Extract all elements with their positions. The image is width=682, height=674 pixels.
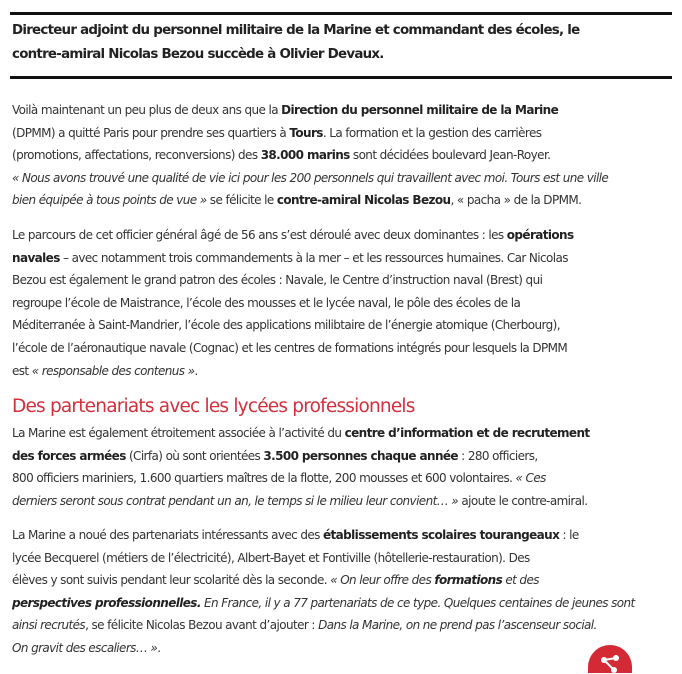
italic-text: bien équipée à tous points de vue »	[12, 193, 207, 208]
text-segment: La Marine a noué des partenariats intéressants avec des	[12, 528, 323, 542]
share-icon	[600, 654, 620, 674]
bold-text: des forces armées	[12, 448, 126, 463]
bold-text: opérations	[506, 228, 574, 242]
text-segment: se félicite le	[206, 193, 277, 208]
text-line	[12, 249, 568, 267]
text-segment: La Marine est également étroitement associée à l’activité du	[12, 426, 345, 440]
bold-text: Tours	[289, 125, 323, 140]
text-line	[12, 362, 198, 380]
italic-text: « Ces	[515, 471, 546, 486]
bold-text: établissements scolaires tourangeaux	[323, 528, 560, 542]
text-segment: Méditerranée à Saint-Mandrier, l’école des applications milibtaire de l’énergie atomique (Cherbourg),	[12, 318, 560, 333]
text-segment: Le parcours de cet officier général âgé de 56 ans s’est déroulé avec deux dominantes : les	[12, 228, 507, 242]
text-line	[12, 339, 567, 357]
text-segment: , « pacha » de la DPMM.	[450, 193, 582, 208]
text-segment: – avec notamment trois commandements à la mer – et les ressources humaines. Car Nicolas	[59, 250, 568, 265]
text-line	[12, 469, 546, 487]
text-segment: sont décidées boulevard Jean-Royer.	[349, 148, 551, 163]
lead-line: Directeur adjoint du personnel militaire de la Marine et commandant des écoles, le	[12, 23, 580, 38]
text-line	[12, 226, 574, 244]
text-segment: : le	[559, 528, 579, 542]
italic-text: ainsi recrutés	[12, 618, 86, 633]
article-lead	[10, 12, 672, 79]
text-segment: 800 officiers mariniers, 1.600 quartiers maîtres de la flotte, 200 mousses et 600 volontaires.	[12, 471, 516, 486]
text-segment: (promotions, affectations, reconversions) des	[12, 148, 261, 163]
italic-text: « On leur offre des	[330, 573, 435, 588]
bold-text: centre d’information et de recrutement	[344, 426, 590, 440]
text-segment: l’école de l’aéronautique navale (Cognac) et les centres de formations intégrés pour lesquels la DPMM	[12, 341, 568, 355]
text-line	[12, 191, 581, 209]
bold-text: 3.500 personnes chaque année	[263, 448, 458, 463]
bold-text: 38.000 marins	[260, 148, 350, 163]
section-heading: Des partenariats avec les lycées professionnels	[12, 396, 415, 417]
text-segment: .	[157, 641, 161, 655]
text-segment: lycée Becquerel (métiers de l’électricité), Albert-Bayet et Fontiville (hôtellerie-restauration). Des	[12, 550, 530, 565]
bold-text: perspectives professionnelles.	[12, 595, 201, 610]
text-segment: : 280 officiers,	[457, 448, 538, 463]
italic-text: et des	[502, 573, 539, 588]
text-line	[12, 447, 538, 465]
text-line	[12, 271, 542, 289]
text-segment: . La formation et la gestion des carrières	[322, 125, 542, 140]
share-button[interactable]	[588, 645, 632, 673]
text-segment: est	[12, 363, 32, 378]
italic-text: En France, il y a 77 partenariats de ce type. Quelques centaines de jeunes sont	[200, 595, 635, 610]
text-segment: regroupe l’école de Maistrance, l’école des mousses et le lycée naval, le pôle des écoles de la	[12, 295, 521, 310]
text-segment: élèves y sont suivis pendant leur scolarité dès la seconde.	[12, 573, 331, 588]
bold-text: contre-amiral Nicolas Bezou	[276, 193, 451, 208]
text-line	[12, 492, 587, 510]
text-line	[12, 316, 560, 334]
italic-text: derniers seront sous contrat pendant un an, le temps si le milieu leur convient… »	[12, 493, 459, 508]
text-line	[12, 294, 520, 312]
text-segment: , se félicite Nicolas Bezou avant d’ajouter :	[85, 618, 319, 633]
text-line	[12, 639, 160, 657]
text-line	[12, 616, 597, 634]
text-line	[12, 424, 590, 442]
text-line	[12, 169, 608, 187]
text-segment: Voilà maintenant un peu plus de deux ans que la	[12, 103, 282, 117]
text-line	[12, 146, 550, 164]
text-line	[12, 549, 530, 567]
text-line	[12, 594, 635, 612]
lead-line: contre-amiral Nicolas Bezou succède à Olivier Devaux.	[12, 47, 384, 62]
text-segment: (Cirfa) où sont orientées	[125, 448, 264, 463]
text-segment: Bezou est également le grand patron des écoles : Navale, le Centre d’instruction naval (Brest) qui	[12, 273, 543, 288]
bold-text: navales	[12, 250, 60, 265]
text-line	[12, 526, 579, 544]
text-line	[12, 571, 539, 589]
italic-text: Dans la Marine, on ne prend pas l’ascenseur social.	[318, 618, 597, 633]
italic-text: « Nous avons trouvé une qualité de vie ici pour les 200 personnels qui travaillent avec moi. Tours est une ville	[12, 170, 609, 185]
bold-text: Direction du personnel militaire de la Marine	[281, 103, 559, 117]
text-line	[12, 101, 558, 119]
italic-text: « responsable des contenus »	[31, 363, 195, 378]
text-segment: .	[194, 363, 198, 378]
text-segment: ajoute le contre-amiral.	[458, 493, 588, 508]
italic-text: On gravit des escaliers… »	[12, 641, 158, 655]
bold-text: formations	[434, 573, 503, 588]
text-line	[12, 124, 541, 142]
text-segment: (DPMM) a quitté Paris pour prendre ses quartiers à	[12, 125, 290, 140]
